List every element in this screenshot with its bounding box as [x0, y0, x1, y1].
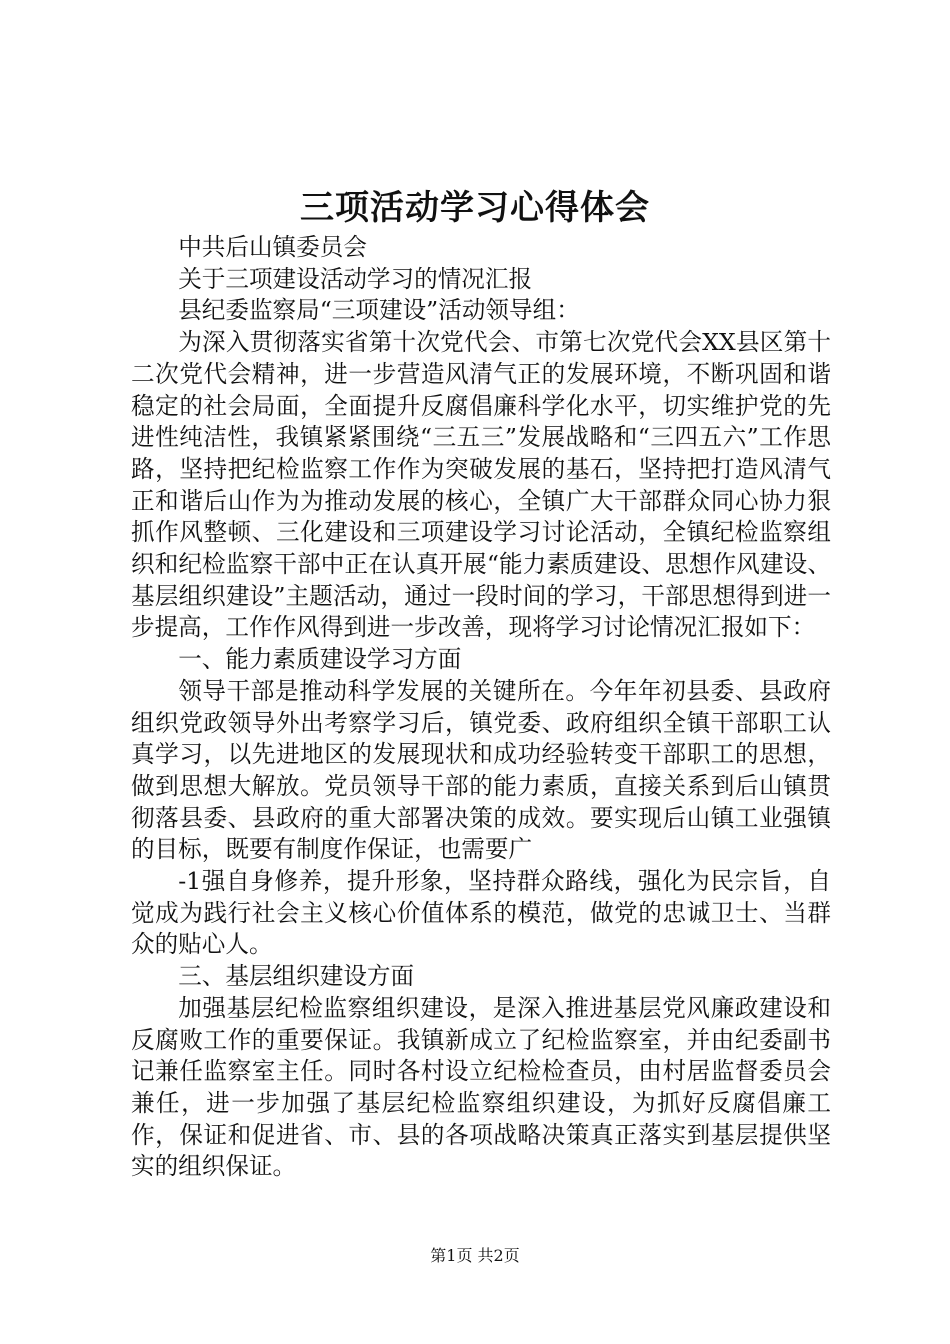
section-heading-1: 一、能力素质建设学习方面 [178, 645, 462, 674]
document-title: 三项活动学习心得体会 [300, 188, 650, 228]
paragraph-section-3: 加强基层纪检监察组织建设，是深入推进基层党风廉政建设和反腐败工作的重要保证。我镇新成立了纪检监察室，并由纪委副书记兼任监察室主任。同时各村设立纪检检查员，由村居监督委员会兼任，进一步加强了基层纪检监察组织建设，为抓好反腐倡廉工作，保证和促进省、市、县的各项战略决策真正落实到基层提供坚实的组织保证。 [131, 993, 831, 1181]
paragraph-report-title: 关于三项建设活动学习的情况汇报 [178, 264, 533, 293]
document-body [131, 232, 831, 1183]
paragraph-section-1: 领导干部是推动科学发展的关键所在。今年年初县委、县政府组织党政领导外出考察学习后，镇党委、政府组织全镇干部职工认真学习，以先进地区的发展现状和成功经验转变干部职工的思想，做到思想大解放。党员领导干部的能力素质，直接关系到后山镇贯彻落县委、县政府的重大部署决策的成效。要实现后山镇工业强镇的目标，既要有制度作保证，也需要广 [131, 676, 831, 864]
paragraph-organization: 中共后山镇委员会 [178, 233, 367, 261]
paragraph-introduction: 为深入贯彻落实省第十次党代会、市第七次党代会XX县区第十二次党代会精神，进一步营造风清气正的发展环境，不断巩固和谐稳定的社会局面，全面提升反腐倡廉科学化水平，切实维护党的先进性纯洁性，我镇紧紧围绕“三五三”发展战略和“三四五六”工作思路，坚持把纪检监察工作作为突破发展的基石，坚持把打造风清气正和谐后山作为为推动发展的核心，全镇广大干部群众同心协力狠抓作风整顿、三化建设和三项建设学习讨论活动，全镇纪检监察组织和纪检监察干部中正在认真开展“能力素质建设、思想作风建设、基层组织建设”主题活动，通过一段时间的学习，干部思想得到进一步提高，工作作风得到进一步改善，现将学习讨论情况汇报如下： [131, 328, 831, 642]
paragraph-addressee: 县纪委监察局“三项建设”活动领导组： [178, 296, 580, 325]
section-heading-3: 三、基层组织建设方面 [178, 962, 415, 991]
page-number: 第1页 共2页 [430, 1246, 520, 1265]
paragraph-continuation: -1强自身修养，提升形象，坚持群众路线，强化为民宗旨，自觉成为践行社会主义核心价值体系的模范，做党的忠诚卫士、当群众的贴心人。 [131, 867, 831, 959]
